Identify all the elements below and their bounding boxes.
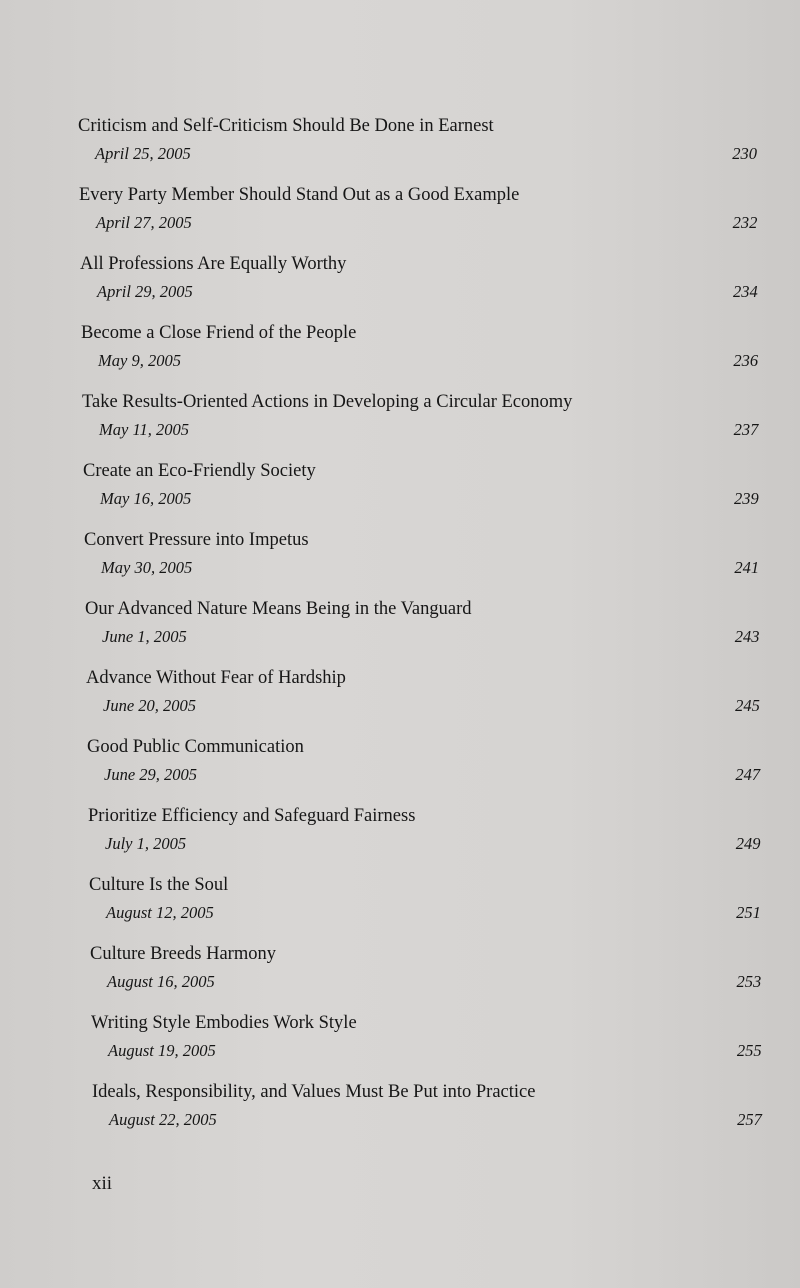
- toc-entry-date: July 1, 2005: [105, 834, 187, 853]
- toc-entry-date: May 11, 2005: [99, 420, 189, 439]
- toc-entry: [0, 733, 800, 802]
- toc-entry-page-number: 255: [736, 1041, 762, 1060]
- toc-entry: [0, 388, 800, 457]
- toc-entry-page-number: 253: [736, 972, 762, 991]
- toc-entry-date: May 16, 2005: [100, 489, 192, 508]
- toc-entry: [0, 319, 800, 388]
- toc-entry-title: Criticism and Self-Criticism Should Be Done in Earnest: [78, 116, 494, 136]
- toc-entry-title: Culture Breeds Harmony: [90, 944, 276, 964]
- toc-entry: [0, 457, 800, 526]
- toc-entry-date: June 20, 2005: [103, 696, 197, 715]
- toc-entry-page-number: 236: [733, 351, 759, 370]
- toc-entry-title: All Professions Are Equally Worthy: [80, 254, 347, 274]
- toc-entry: [0, 250, 800, 319]
- toc-entry-title: Writing Style Embodies Work Style: [91, 1013, 357, 1033]
- toc-entry-title: Good Public Communication: [87, 737, 304, 757]
- toc-entry-title: Culture Is the Soul: [89, 875, 229, 895]
- toc-entry-title: Prioritize Efficiency and Safeguard Fairness: [88, 806, 416, 826]
- toc-entry-page-number: 245: [735, 696, 760, 715]
- toc-entry: [0, 664, 800, 733]
- toc-entry-page-number: 241: [734, 558, 760, 577]
- toc-entry-date: April 29, 2005: [97, 282, 193, 301]
- toc-entry-title: Create an Eco-Friendly Society: [83, 461, 316, 481]
- toc-entry-title: Convert Pressure into Impetus: [84, 530, 309, 550]
- toc-entry: [0, 526, 800, 595]
- toc-entry: [0, 1078, 800, 1147]
- toc-entry-date: June 1, 2005: [102, 627, 187, 646]
- toc-entry: [0, 940, 800, 1009]
- toc-entry-date: August 12, 2005: [106, 903, 214, 922]
- toc-entry-title: Our Advanced Nature Means Being in the Vanguard: [85, 599, 472, 619]
- table-of-contents: [0, 112, 800, 1147]
- toc-entry-date: August 16, 2005: [107, 972, 215, 991]
- toc-entry-page-number: 230: [732, 144, 757, 163]
- toc-entry-title: Become a Close Friend of the People: [81, 323, 357, 343]
- toc-entry-date: August 22, 2005: [109, 1110, 217, 1129]
- toc-entry-page-number: 234: [732, 282, 758, 301]
- toc-entry: [0, 871, 800, 940]
- toc-entry-date: May 30, 2005: [101, 558, 193, 577]
- page-number-folio: xii: [92, 1173, 113, 1194]
- toc-entry: [0, 1009, 800, 1078]
- toc-entry: [0, 802, 800, 871]
- toc-entry-page-number: 232: [732, 213, 758, 232]
- toc-entry-page-number: 237: [733, 420, 759, 439]
- toc-entry-date: June 29, 2005: [104, 765, 198, 784]
- toc-entry-page-number: 249: [735, 834, 761, 853]
- toc-entry-title: Every Party Member Should Stand Out as a Good Example: [79, 185, 520, 205]
- toc-entry: [0, 112, 800, 181]
- toc-entry-title: Take Results-Oriented Actions in Developing a Circular Economy: [82, 392, 573, 412]
- toc-entry-page-number: 251: [736, 903, 761, 922]
- toc-entry: [0, 595, 800, 664]
- toc-entry-title: Ideals, Responsibility, and Values Must Be Put into Practice: [92, 1082, 536, 1102]
- toc-entry-page-number: 257: [737, 1110, 762, 1129]
- toc-entry-page-number: 247: [735, 765, 761, 784]
- toc-entry-title: Advance Without Fear of Hardship: [86, 668, 346, 688]
- toc-entry-date: May 9, 2005: [98, 351, 181, 370]
- toc-entry-date: April 27, 2005: [96, 213, 192, 232]
- toc-entry-page-number: 239: [734, 489, 759, 508]
- toc-entry-page-number: 243: [734, 627, 760, 646]
- toc-entry-date: August 19, 2005: [108, 1041, 216, 1060]
- toc-entry-date: April 25, 2005: [95, 144, 191, 163]
- toc-entry: [0, 181, 800, 250]
